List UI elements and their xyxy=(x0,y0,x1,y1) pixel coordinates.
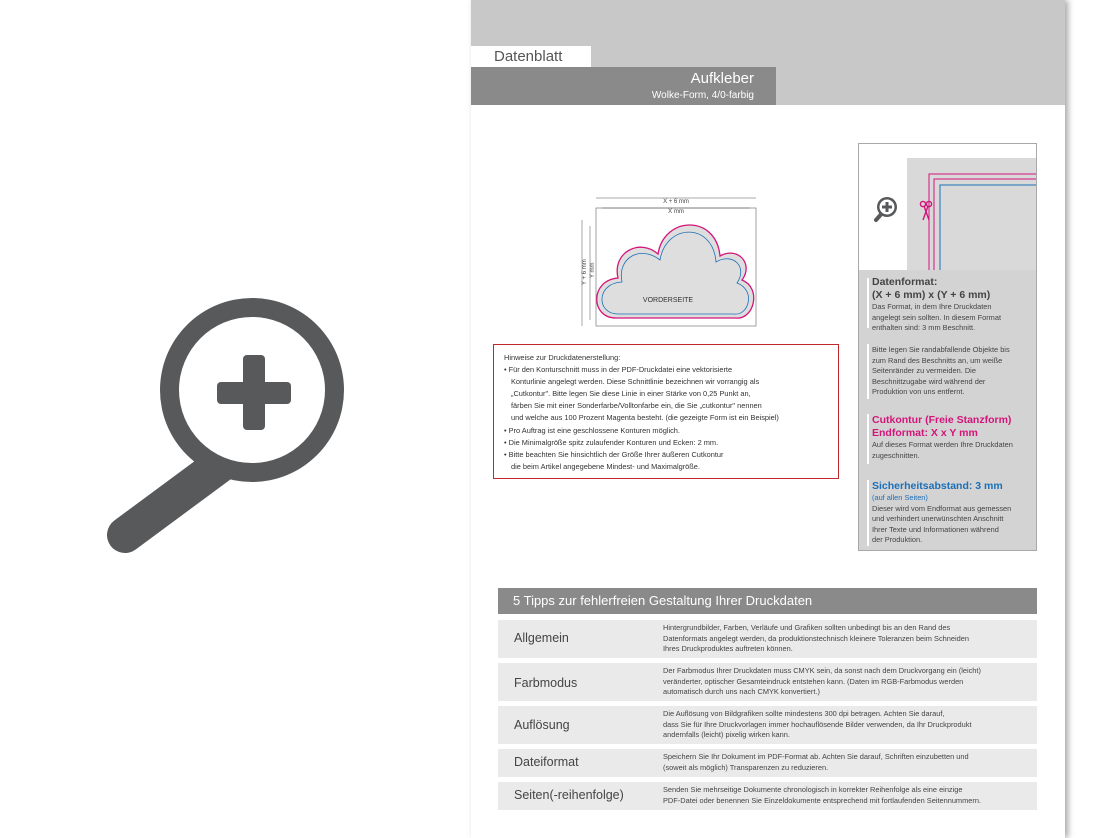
hint-line: färben Sie mit einer Sonderfarbe/Volltonfarbe ein, die Sie „cutkontur" nennen xyxy=(511,401,762,411)
tip-text-line: Speichern Sie Ihr Dokument im PDF-Format ab. Achten Sie darauf, Schriften einzubetten und xyxy=(663,752,969,761)
cloud-shape-diagram xyxy=(576,190,766,330)
tip-row xyxy=(498,706,1037,744)
datasheet-page xyxy=(471,0,1065,838)
hint-line: • Bitte beachten Sie hinsichtlich der Größe Ihrer äußeren Cutkontur xyxy=(504,449,724,459)
zoom-in-icon[interactable] xyxy=(100,285,430,555)
hint-line: • Für den Konturschnitt muss in der PDF-Druckdatei eine vektorisierte xyxy=(504,365,733,375)
tip-text xyxy=(663,709,1033,741)
cutkontur-text: zugeschnitten. xyxy=(872,450,920,460)
tip-text xyxy=(663,752,1033,773)
hint-line: • Die Minimalgröße spitz zulaufender Konturen und Ecken: 2 mm. xyxy=(504,437,719,447)
hint-line: die beim Artikel angegebene Mindest- und Maximalgröße. xyxy=(511,461,700,471)
tip-text-line: automatisch durch uns nach CMYK konvertiert.) xyxy=(663,687,820,697)
datenformat-formula: (X + 6 mm) x (Y + 6 mm) xyxy=(872,289,991,301)
bleed-text: Produktion von uns entfernt. xyxy=(872,387,965,397)
tip-label: Seiten(-reihenfolge) xyxy=(514,788,624,802)
safety-text: Ihrer Texte und Informationen während xyxy=(872,524,999,534)
tip-row xyxy=(498,663,1037,701)
separator xyxy=(867,278,869,328)
bleed-corner-preview xyxy=(859,144,1036,270)
hint-line: Konturlinie angelegt werden. Diese Schnittlinie bezeichnen wir vorrangig als xyxy=(511,377,760,387)
bleed-text: Beschnittzugabe wird während der xyxy=(872,376,986,386)
dim-y-outer: Y + 6 mm xyxy=(582,259,588,285)
cutkontur-section xyxy=(872,414,1034,461)
tip-text xyxy=(663,666,1033,698)
safety-text: Dieser wird vom Endformat aus gemessen xyxy=(872,503,1012,513)
separator xyxy=(867,480,869,546)
zoom-in-icon[interactable] xyxy=(872,194,902,224)
tip-row xyxy=(498,620,1037,658)
tip-text-line: Der Farbmodus Ihrer Druckdaten muss CMYK sein, da sonst nach dem Druckvorgang ein (leicht) xyxy=(663,666,981,675)
scissors-icon xyxy=(919,200,933,222)
tip-row xyxy=(498,749,1037,777)
datenformat-title: Datenformat: xyxy=(872,276,938,288)
tip-text-line: PDF-Datei oder benennen Sie Einzeldokumente entsprechend mit fortlaufenden Seitennummern. xyxy=(663,795,981,805)
bleed-text: Seitenränder zu vermeiden. Die xyxy=(872,366,976,376)
tip-text-line: Hintergrundbilder, Farben, Verläufe und Grafiken sollten unbedingt bis an den Rand des xyxy=(663,623,951,632)
tip-text-line: Ihres Druckproduktes auftreten können. xyxy=(663,644,793,654)
tip-row xyxy=(498,782,1037,810)
tip-label: Allgemein xyxy=(514,631,569,645)
tip-label: Farbmodus xyxy=(514,676,578,690)
hint-line: • Pro Auftrag ist eine geschlossene Konturen möglich. xyxy=(504,425,680,435)
hints-heading: Hinweise zur Druckdatenerstellung: xyxy=(504,353,621,362)
safety-text: und verhindert unerwünschten Anschnitt xyxy=(872,514,1004,524)
product-header xyxy=(471,67,776,105)
tip-text xyxy=(663,785,1033,806)
datenformat-text: enthalten sind: 3 mm Beschnitt. xyxy=(872,323,976,333)
safety-title: Sicherheitsabstand: 3 mm xyxy=(872,480,1003,492)
safety-sub: (auf allen Seiten) xyxy=(872,493,928,502)
bleed-section xyxy=(872,345,1034,398)
tip-text-line: Die Auflösung von Bildgrafiken sollte mindestens 300 dpi betragen. Achten Sie darauf, xyxy=(663,709,945,718)
cutkontur-text: Auf dieses Format werden Ihre Druckdaten xyxy=(872,440,1013,449)
tip-text-line: dass Sie für Ihre Druckvorlagen immer hochauflösende Bilder verwenden, da Ihr Druckprodukt xyxy=(663,719,972,729)
dim-x-outer: X + 6 mm xyxy=(663,199,689,205)
product-subtitle: Wolke-Form, 4/0-farbig xyxy=(651,90,754,101)
tip-text xyxy=(663,623,1033,655)
tip-text-line: veränderter, optischer Gesamteindruck entstehen kann. (Daten im RGB-Farbmodus werden xyxy=(663,676,964,686)
format-legend-panel xyxy=(858,143,1037,551)
tip-text-line: (soweit als möglich) Transparenzen zu reduzieren. xyxy=(663,762,829,772)
separator xyxy=(867,414,869,464)
product-title: Aufkleber xyxy=(690,70,754,87)
tip-text-line: andernfalls (leicht) pixelig wirken kann. xyxy=(663,730,790,740)
datenformat-section xyxy=(872,276,1034,334)
tips-heading: 5 Tipps zur fehlerfreien Gestaltung Ihrer Druckdaten xyxy=(498,588,1037,614)
dim-y-inner: Y mm xyxy=(590,262,596,278)
datenformat-text: Das Format, in dem Ihre Druckdaten xyxy=(872,302,992,311)
hint-line: „Cutkontur". Bitte legen Sie diese Linie in einer Stärke von 0,25 Punkt an, xyxy=(511,389,751,399)
cutkontur-format: Endformat: X x Y mm xyxy=(872,427,978,439)
tip-text-line: Datenformats angelegt werden, da produktionstechnisch kleinere Toleranzen beim Schneiden xyxy=(663,633,969,643)
hint-line: und welche aus 100 Prozent Magenta besteht. (die gezeigte Form ist ein Beispiel) xyxy=(511,413,779,423)
cutkontur-title: Cutkontur (Freie Stanzform) xyxy=(872,414,1012,426)
datasheet-tab: Datenblatt xyxy=(471,46,591,68)
front-side-label: VORDERSEITE xyxy=(642,297,694,304)
tip-label: Dateiformat xyxy=(514,755,579,769)
bleed-text: Bitte legen Sie randabfallende Objekte bis xyxy=(872,345,1010,354)
safety-section xyxy=(872,480,1034,546)
tip-label: Auflösung xyxy=(514,718,570,732)
safety-text: der Produktion. xyxy=(872,535,923,545)
datenformat-text: angelegt sein sollten. In diesem Format xyxy=(872,312,1001,322)
dim-x-inner: X mm xyxy=(668,209,684,215)
separator xyxy=(867,344,869,399)
bleed-text: zum Rand des Beschnitts an, um weiße xyxy=(872,355,1003,365)
hints-box xyxy=(493,344,839,479)
tip-text-line: Senden Sie mehrseitige Dokumente chronologisch in korrekter Reihenfolge als eine einzige xyxy=(663,785,963,794)
